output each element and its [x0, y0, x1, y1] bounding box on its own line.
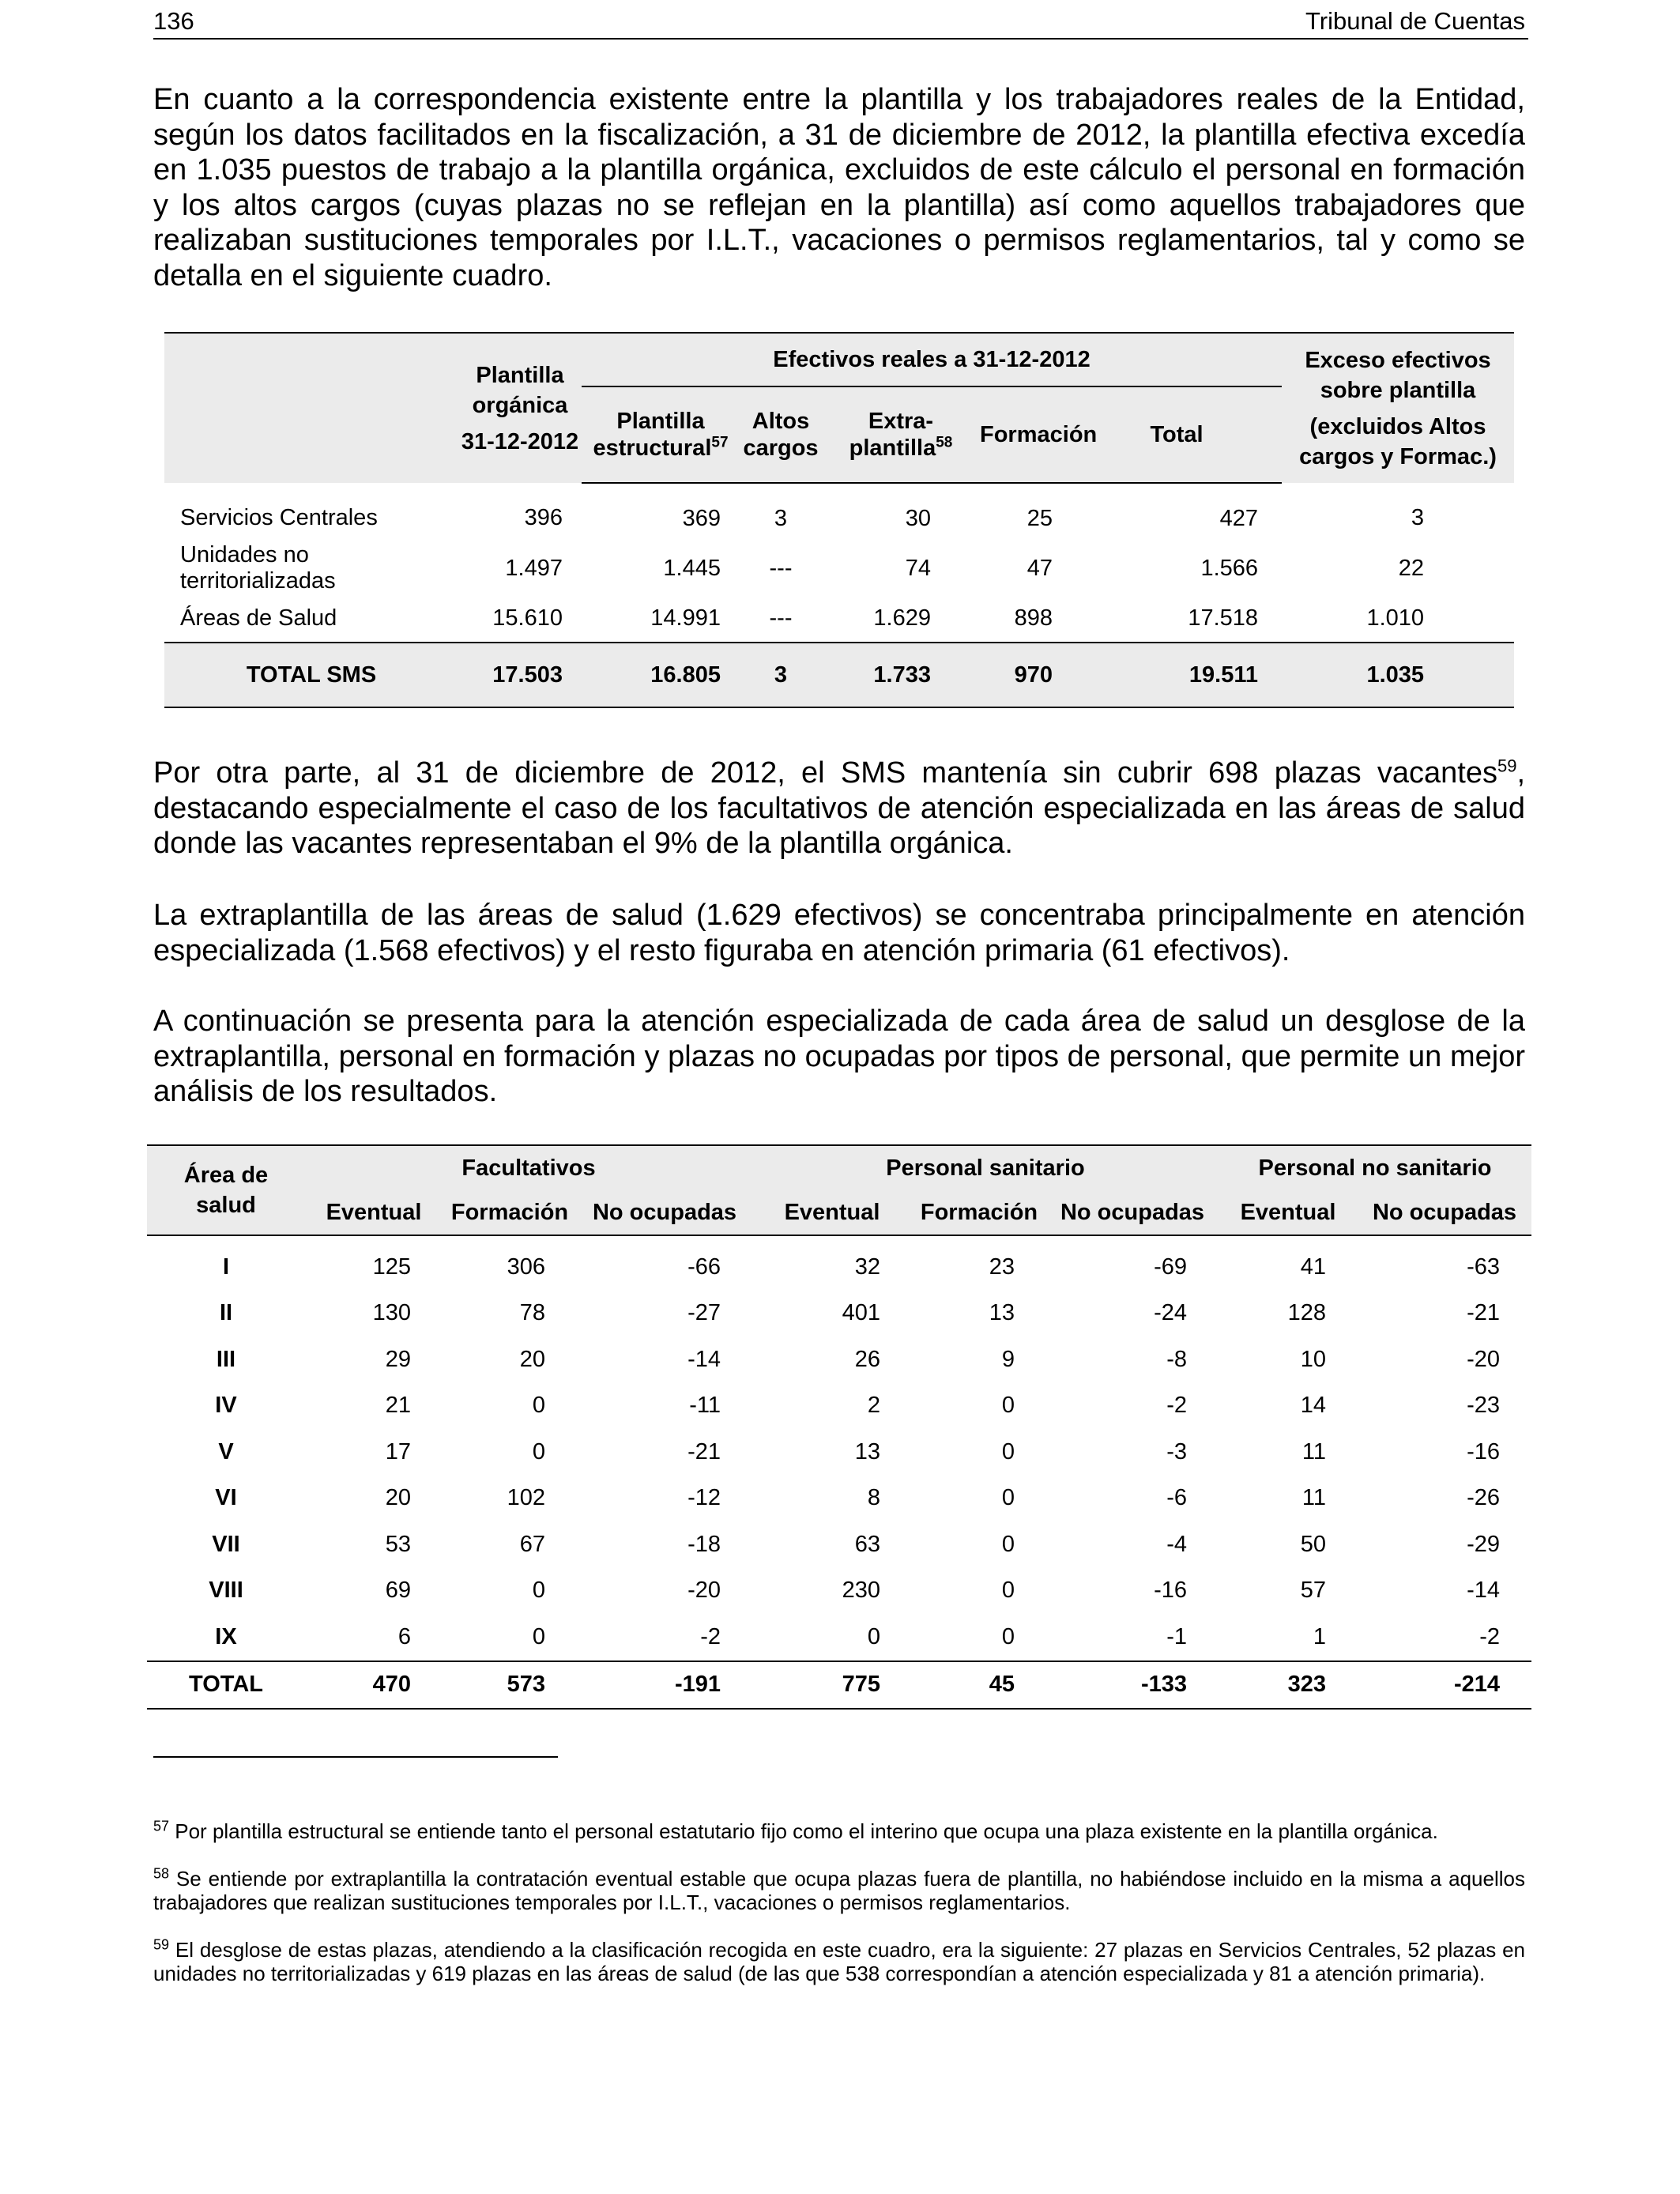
t1-header-altos-cargos: Altos cargos: [740, 386, 822, 483]
t1-header-plantilla-organica: Plantilla orgánica 31-12-2012: [458, 333, 582, 483]
t1-header-formacion: Formación: [980, 386, 1072, 483]
table-row: [147, 1476, 1531, 1522]
cell-san-formacion: 0: [1001, 1438, 1015, 1465]
cell-san-formacion: 0: [1001, 1485, 1015, 1511]
cell-san-eventual: 26: [854, 1346, 880, 1372]
cell-fac-formacion: 0: [532, 1623, 545, 1649]
t1-header-extraplantilla: Extra- plantilla$^{58}$: [822, 386, 980, 483]
cell-exceso: 22: [1398, 555, 1425, 581]
cell-area: IV: [215, 1393, 237, 1419]
t2-body: [147, 1235, 1531, 1709]
t2-header-no-sanitario: Personal no sanitario: [1219, 1145, 1531, 1190]
cell-exceso: 1.010: [1366, 605, 1425, 631]
cell-nosan-no-ocupadas: -29: [1467, 1531, 1501, 1557]
total-row: [147, 1661, 1531, 1709]
cell-formacion: 898: [1014, 605, 1053, 631]
page-number: 136: [153, 7, 194, 35]
cell-san-formacion: 0: [1001, 1578, 1015, 1604]
t2-header-no-ocupadas: No ocupadas: [1358, 1190, 1531, 1235]
cell-fac-eventual: 6: [397, 1623, 411, 1649]
total-exceso: 1.035: [1282, 643, 1514, 707]
cell-fac-formacion: 78: [519, 1300, 545, 1326]
cell-fac-eventual: 130: [372, 1300, 411, 1326]
cell-san-no-ocupadas: -133: [1046, 1661, 1219, 1709]
cell-san-eventual: 2: [867, 1393, 880, 1419]
cell-nosan-no-ocupadas: -16: [1467, 1438, 1501, 1465]
cell-altos: 3: [774, 505, 788, 531]
cell-total: 1.566: [1200, 555, 1259, 581]
cell-san-no-ocupadas: -24: [1154, 1300, 1187, 1326]
cell-san-no-ocupadas: -4: [1166, 1531, 1187, 1557]
cell-fac-no-ocupadas: -11: [689, 1393, 721, 1419]
cell-fac-formacion: 20: [519, 1346, 545, 1372]
cell-extra: 1.629: [873, 605, 931, 631]
footnote-ref-59: 59: [1497, 756, 1517, 776]
cell-san-no-ocupadas: -8: [1166, 1346, 1187, 1372]
paragraph-4: A continuación se presenta para la atención especializada de cada área de salud un desglose de la extraplantilla, personal en formación y plazas no ocupadas por tipos de personal, que permite un mejor análisis de los resultados.: [153, 1005, 1525, 1108]
t2-header-formacion: Formación: [912, 1190, 1046, 1235]
table-row: [147, 1568, 1531, 1615]
cell-area: I: [222, 1253, 230, 1280]
cell-area: VI: [215, 1485, 237, 1511]
cell-fac-formacion: 0: [532, 1438, 545, 1465]
total-formacion: 970: [980, 643, 1072, 707]
total-estructural: 16.805: [582, 643, 740, 707]
t1-header-exceso: Exceso efectivos sobre plantilla (excluidos Altos cargos y Formac.): [1282, 333, 1514, 483]
t2-header-eventual: Eventual: [1219, 1190, 1358, 1235]
cell-san-formacion: 0: [1001, 1531, 1015, 1557]
cell-nosan-eventual: 128: [1287, 1300, 1326, 1326]
cell-nosan-no-ocupadas: -26: [1467, 1485, 1501, 1511]
cell-fac-formacion: 102: [507, 1485, 545, 1511]
cell-san-formacion: 23: [989, 1253, 1015, 1280]
cell-exceso: 3: [1411, 505, 1425, 530]
total-label: TOTAL SMS: [164, 643, 458, 707]
cell-area: VIII: [209, 1578, 243, 1604]
cell-san-eventual: 0: [867, 1623, 880, 1649]
cell-estructural: 369: [682, 505, 721, 531]
cell-fac-eventual: 21: [385, 1393, 411, 1419]
cell-san-eventual: 63: [854, 1531, 880, 1557]
table-row: [147, 1521, 1531, 1568]
cell-fac-eventual: 17: [385, 1438, 411, 1465]
cell-organica: 15.610: [492, 605, 563, 631]
cell-estructural: 14.991: [650, 605, 721, 631]
cell-san-no-ocupadas: -6: [1166, 1485, 1187, 1511]
total-row: [164, 643, 1514, 707]
cell-extra: 74: [905, 555, 931, 581]
cell-altos: ---: [769, 605, 793, 631]
t2-header-no-ocupadas: No ocupadas: [1046, 1190, 1219, 1235]
cell-area: III: [216, 1346, 236, 1372]
cell-nosan-eventual: 14: [1300, 1393, 1326, 1419]
table-row: [164, 594, 1514, 643]
table-row: [147, 1235, 1531, 1291]
cell-san-eventual: 32: [854, 1253, 880, 1280]
cell-organica: 1.497: [505, 555, 563, 581]
cell-san-no-ocupadas: -16: [1154, 1578, 1187, 1604]
cell-fac-no-ocupadas: -12: [687, 1485, 721, 1511]
footnote-separator: [153, 1756, 558, 1758]
cell-nosan-no-ocupadas: -63: [1467, 1253, 1501, 1280]
cell-fac-eventual: 69: [385, 1578, 411, 1604]
t2-header-sanitario: Personal sanitario: [752, 1145, 1219, 1190]
t2-header-formacion: Formación: [443, 1190, 577, 1235]
t2-header-no-ocupadas: No ocupadas: [577, 1190, 752, 1235]
paragraph-1: En cuanto a la correspondencia existente entre la plantilla y los trabajadores reales de la Entidad, según los datos facilitados en la fiscalización, a 31 de diciembre de 2012, la plantilla efectiva excedía en 1.035 puestos de trabajo a la plantilla orgánica, excluidos de este cálculo el personal en formación y los altos cargos (cuyas plazas no se reflejan en la plantilla) así como aquellos trabajadores que realizaban sustituciones temporales por I.L.T., vacaciones o permisos reglamentarios, tal y como se detalla en el siguiente cuadro.: [153, 83, 1525, 292]
table-row: [164, 542, 1514, 594]
total-altos: 3: [740, 643, 822, 707]
cell-altos: ---: [769, 555, 793, 581]
cell-total: 427: [1219, 505, 1259, 531]
cell-nosan-eventual: 11: [1301, 1438, 1326, 1465]
cell-nosan-eventual: 11: [1301, 1485, 1326, 1511]
cell-nosan-no-ocupadas: -2: [1479, 1623, 1501, 1649]
cell-san-no-ocupadas: -3: [1166, 1438, 1187, 1465]
total-organica: 17.503: [458, 643, 582, 707]
t2-header-facultativos: Facultativos: [305, 1145, 752, 1190]
t1-corner-header: [164, 333, 458, 483]
table-row: [147, 1429, 1531, 1476]
table-row: [147, 1336, 1531, 1383]
table-row: [147, 1614, 1531, 1661]
cell-formacion: 47: [1026, 555, 1053, 581]
footnote-57: $^{57}$ Por plantilla estructural se entiende tanto el personal estatutario fijo como el interino que ocupa una plaza existente en la plantilla orgánica.: [153, 1818, 1438, 1843]
cell-san-eventual: 8: [867, 1485, 880, 1511]
table-row: [147, 1291, 1531, 1337]
cell-organica: 396: [524, 505, 563, 530]
cell-nosan-eventual: 323: [1219, 1661, 1358, 1709]
cell-fac-no-ocupadas: -191: [577, 1661, 752, 1709]
cell-nosan-eventual: 41: [1300, 1253, 1326, 1280]
cell-nosan-no-ocupadas: -214: [1358, 1661, 1531, 1709]
cell-fac-formacion: 306: [507, 1253, 545, 1280]
cell-san-formacion: 0: [1001, 1623, 1015, 1649]
cell-san-formacion: 9: [1001, 1346, 1015, 1372]
table-row: [147, 1383, 1531, 1430]
cell-area: II: [219, 1300, 233, 1326]
t2-header-eventual: Eventual: [752, 1190, 912, 1235]
cell-nosan-no-ocupadas: -14: [1467, 1578, 1501, 1604]
cell-nosan-eventual: 57: [1300, 1578, 1326, 1604]
cell-fac-formacion: 573: [443, 1661, 577, 1709]
cell-san-formacion: 45: [912, 1661, 1046, 1709]
cell-nosan-eventual: 1: [1313, 1623, 1326, 1649]
t1-header-efectivos-reales: Efectivos reales a 31-12-2012: [582, 333, 1282, 386]
cell-san-no-ocupadas: -2: [1166, 1393, 1187, 1419]
cell-area: IX: [215, 1623, 237, 1649]
cell-fac-no-ocupadas: -21: [687, 1438, 721, 1465]
cell-fac-eventual: 20: [385, 1485, 411, 1511]
cell-san-eventual: 13: [854, 1438, 880, 1465]
cell-fac-no-ocupadas: -27: [687, 1300, 721, 1326]
t2-header-eventual: Eventual: [305, 1190, 443, 1235]
header-title: Tribunal de Cuentas: [1305, 7, 1525, 35]
cell-fac-no-ocupadas: -66: [687, 1253, 721, 1280]
total-total: 19.511: [1072, 643, 1282, 707]
cell-fac-eventual: 470: [305, 1661, 443, 1709]
total-extra: 1.733: [822, 643, 980, 707]
table-row: [164, 483, 1514, 542]
cell-fac-no-ocupadas: -2: [700, 1623, 721, 1649]
cell-fac-formacion: 67: [519, 1531, 545, 1557]
cell-san-eventual: 775: [752, 1661, 912, 1709]
breakdown-table: [147, 1144, 1531, 1710]
cell-nosan-no-ocupadas: -20: [1467, 1346, 1501, 1372]
cell-area: TOTAL: [147, 1661, 305, 1709]
cell-area: V: [218, 1438, 234, 1465]
paragraph-2: Por otra parte, al 31 de diciembre de 2012, el SMS mantenía sin cubrir 698 plazas vacantes$^{59}$, destacando especialmente el caso de los facultativos de atención especializada en las áreas de salud donde las vacantes representaban el 9% de la plantilla orgánica.: [153, 756, 1525, 860]
cell-nosan-no-ocupadas: -21: [1467, 1300, 1501, 1326]
t1-header-total: Total: [1072, 386, 1282, 483]
footnote-59: $^{59}$ El desglose de estas plazas, atendiendo a la clasificación recogida en este cuadro, era la siguiente: 27 plazas en Servicios Centrales, 52 plazas en unidades no territorializadas y 619 plazas en las áreas de salud (de las que 538 correspondían a atención especializada y 81 a atención primaria).: [153, 1936, 1525, 1985]
cell-san-no-ocupadas: -69: [1154, 1253, 1187, 1280]
cell-nosan-eventual: 50: [1300, 1531, 1326, 1557]
cell-estructural: 1.445: [663, 555, 721, 581]
cell-nosan-no-ocupadas: -23: [1467, 1393, 1501, 1419]
cell-san-no-ocupadas: -1: [1166, 1623, 1187, 1649]
t2-header-area: Área de salud: [147, 1145, 305, 1235]
cell-fac-no-ocupadas: -20: [687, 1578, 721, 1604]
row-label: Unidades no territorializadas: [180, 542, 336, 594]
cell-fac-no-ocupadas: -18: [687, 1531, 721, 1557]
cell-fac-formacion: 0: [532, 1578, 545, 1604]
cell-area: VII: [212, 1531, 240, 1557]
cell-fac-formacion: 0: [532, 1393, 545, 1419]
cell-fac-eventual: 53: [385, 1531, 411, 1557]
cell-fac-no-ocupadas: -14: [687, 1346, 721, 1372]
cell-formacion: 25: [1026, 505, 1053, 531]
cell-san-eventual: 401: [842, 1300, 880, 1326]
row-label: Áreas de Salud: [180, 605, 337, 631]
row-label: Servicios Centrales: [180, 505, 378, 530]
cell-san-formacion: 0: [1001, 1393, 1015, 1419]
staffing-table: [164, 332, 1514, 708]
cell-fac-eventual: 29: [385, 1346, 411, 1372]
cell-san-eventual: 230: [842, 1578, 880, 1604]
cell-extra: 30: [905, 505, 931, 531]
cell-fac-eventual: 125: [372, 1253, 411, 1280]
cell-nosan-eventual: 10: [1300, 1346, 1326, 1372]
paragraph-3: La extraplantilla de las áreas de salud (1.629 efectivos) se concentraba principalmente en atención especializada (1.568 efectivos) y el resto figuraba en atención primaria (61 efectivos).: [153, 899, 1525, 967]
t1-header-estructural: Plantilla estructural$^{57}$: [582, 386, 740, 483]
footnote-58: $^{58}$ Se entiende por extraplantilla la contratación eventual estable que ocupa plazas fuera de plantilla, no habiéndose incluido en la misma a aquellos trabajadores que realizan sustituciones temporales por I.L.T., vacaciones o permisos reglamentarios.: [153, 1865, 1525, 1914]
cell-san-formacion: 13: [989, 1300, 1015, 1326]
page-header: [153, 5, 1528, 40]
cell-total: 17.518: [1188, 605, 1259, 631]
